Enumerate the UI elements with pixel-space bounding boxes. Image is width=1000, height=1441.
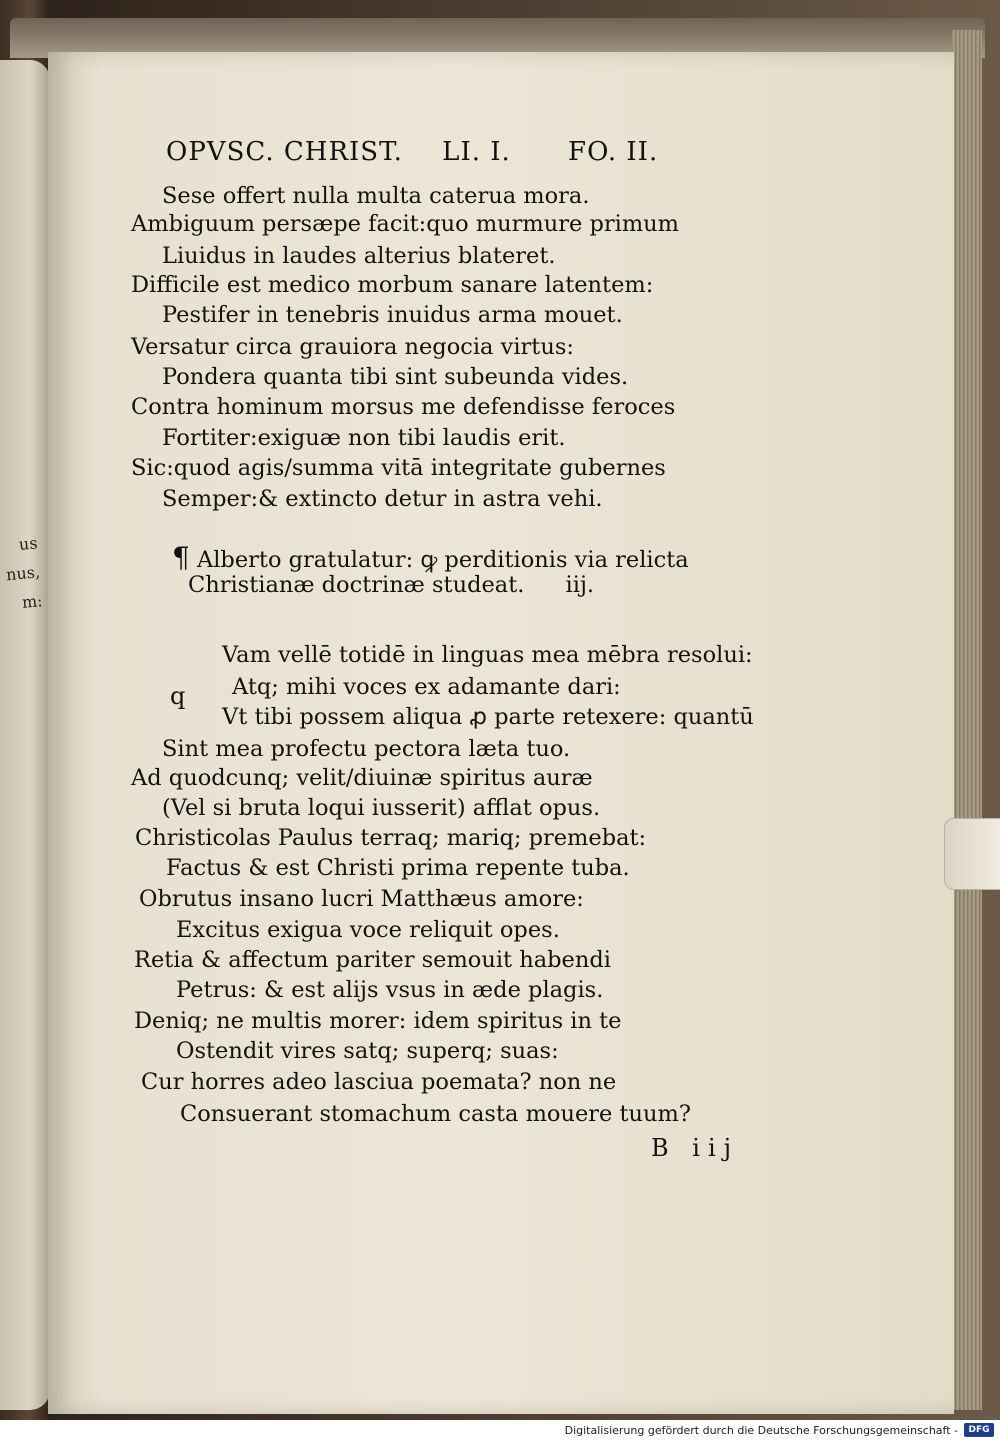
footer-bar [0, 1420, 1000, 1441]
verse-line: Ostendit vires satq; superq; suas: [176, 1038, 559, 1064]
section-heading-line-2 [188, 572, 594, 598]
header-book: LI. I. [442, 137, 511, 167]
heading-text: Christianæ doctrinæ studeat. [188, 572, 525, 598]
verse-line: Christicolas Paulus terraq; mariq; premebat: [135, 825, 647, 851]
verse-line: Retia & affectum pariter semouit habendi [134, 947, 611, 973]
verse-line: Semper:& extincto detur in astra vehi. [162, 486, 603, 512]
prev-fragment: us [18, 533, 39, 554]
verse-line: Cur horres adeo lasciua poemata? non ne [141, 1069, 617, 1095]
verse-line: Ad quodcunq; velit/diuinæ spiritus auræ [131, 765, 593, 791]
section-heading-line-1 [172, 541, 689, 574]
previous-page-fragments [0, 528, 44, 618]
page-text [48, 52, 954, 1414]
verse-line: Liuidus in laudes alterius blateret. [162, 243, 556, 269]
signature-mark: B iij [651, 1134, 740, 1162]
running-header [166, 137, 658, 167]
funding-credit: Digitalisierung gefördert durch die Deutsche Forschungsgemeinschaft - [564, 1424, 958, 1437]
verse-line: Atq; mihi voces ex adamante dari: [232, 674, 621, 700]
verse-line: Consuerant stomachum casta mouere tuum? [180, 1101, 691, 1127]
verse-line: Petrus: & est alijs vsus in æde plagis. [176, 977, 604, 1003]
book-page [48, 52, 954, 1414]
heading-text: Alberto gratulatur: ꝙ perditionis via relicta [196, 547, 689, 573]
verse-line: Pestifer in tenebris inuidus arma mouet. [162, 302, 623, 328]
verse-line: Vam vellē totidē in linguas mea mēbra resolui: [222, 642, 753, 668]
verse-line: Difficile est medico morbum sanare latentem: [131, 272, 654, 298]
verse-line: Ambiguum persæpe facit:quo murmure primum [131, 211, 679, 237]
page-edges [952, 30, 982, 1410]
verse-line: Versatur circa grauiora negocia virtus: [131, 334, 574, 360]
verse-line: (Vel si bruta loqui iusserit) afflat opus. [162, 795, 601, 821]
drop-cap: q [170, 682, 186, 710]
prev-fragment: nus, [5, 562, 41, 585]
verse-line: Vt tibi possem aliqua ꝓ parte retexere: quantū [222, 704, 754, 730]
verse-line: Factus & est Christi prima repente tuba. [166, 855, 630, 881]
verse-line: Sint mea profectu pectora læta tuo. [162, 736, 571, 762]
verse-line: Sic:quod agis/summa vitā integritate gubernes [131, 455, 666, 481]
verse-line: Pondera quanta tibi sint subeunda vides. [162, 364, 629, 390]
verse-line: Fortiter:exiguæ non tibi laudis erit. [162, 425, 566, 451]
dfg-logo-icon: DFG [964, 1423, 994, 1437]
page-tab-marker [944, 818, 1000, 890]
prev-fragment: m: [21, 591, 44, 612]
pilcrow-icon: ¶ [172, 541, 190, 574]
verse-line: Sese offert nulla multa caterua mora. [162, 183, 590, 209]
verse-line: Obrutus insano lucri Matthæus amore: [139, 886, 584, 912]
previous-page-edge [0, 60, 50, 1410]
header-title: OPVSC. CHRIST. [166, 137, 403, 167]
verse-line: Excitus exigua voce reliquit opes. [176, 917, 560, 943]
poem-number: iij. [565, 572, 595, 598]
verse-line: Deniq; ne multis morer: idem spiritus in te [134, 1008, 622, 1034]
header-folio: FO. II. [568, 137, 659, 167]
verse-line: Contra hominum morsus me defendisse feroces [131, 394, 676, 420]
